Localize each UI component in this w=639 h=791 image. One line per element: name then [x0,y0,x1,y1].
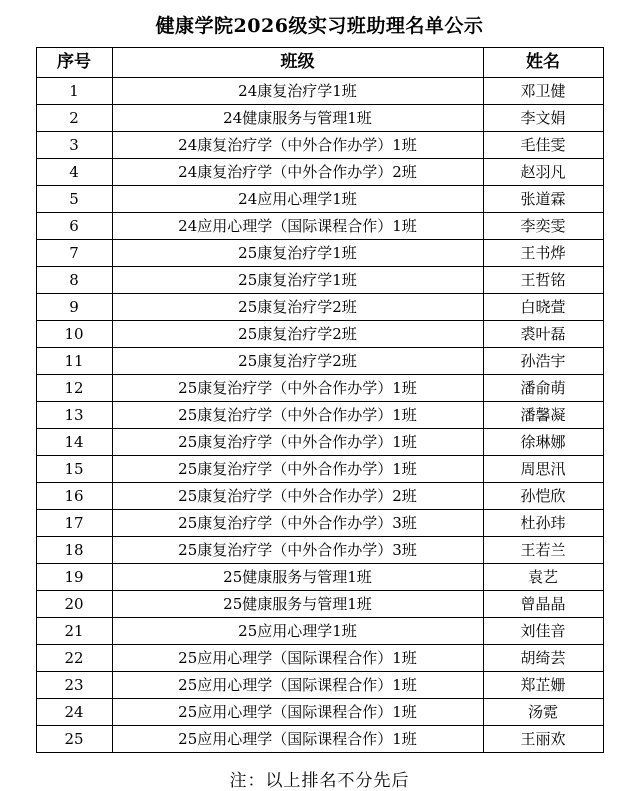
cell-class: 25应用心理学（国际课程合作）1班 [112,645,483,672]
table-row [36,591,603,618]
cell-name: 赵羽凡 [483,159,603,186]
table-row [36,672,603,699]
cell-class: 25健康服务与管理1班 [112,591,483,618]
cell-name: 徐琳娜 [483,429,603,456]
table-row [36,132,603,159]
cell-class: 24健康服务与管理1班 [112,105,483,132]
cell-name: 毛佳雯 [483,132,603,159]
cell-index: 12 [36,375,112,402]
cell-name: 郑芷姗 [483,672,603,699]
cell-index: 11 [36,348,112,375]
column-header-index: 序号 [36,48,112,78]
table-row [36,429,603,456]
table-row [36,618,603,645]
table-row [36,267,603,294]
cell-name: 邓卫健 [483,78,603,105]
cell-class: 25康复治疗学（中外合作办学）1班 [112,429,483,456]
table-row [36,213,603,240]
cell-class: 25康复治疗学（中外合作办学）3班 [112,510,483,537]
table-row [36,78,603,105]
cell-index: 17 [36,510,112,537]
table-row [36,726,603,753]
table-row [36,186,603,213]
cell-class: 25康复治疗学1班 [112,240,483,267]
cell-index: 2 [36,105,112,132]
cell-index: 4 [36,159,112,186]
footnote: 注：以上排名不分先后 [229,771,410,791]
cell-class: 24应用心理学1班 [112,186,483,213]
cell-name: 汤霓 [483,699,603,726]
cell-class: 25康复治疗学1班 [112,267,483,294]
cell-name: 潘馨凝 [483,402,603,429]
cell-name: 孙恺欣 [483,483,603,510]
cell-index: 20 [36,591,112,618]
cell-name: 张道霖 [483,186,603,213]
cell-index: 6 [36,213,112,240]
cell-name: 王哲铭 [483,267,603,294]
cell-index: 9 [36,294,112,321]
cell-index: 21 [36,618,112,645]
table-row [36,321,603,348]
table-row [36,105,603,132]
cell-index: 16 [36,483,112,510]
page-title: 健康学院2026级实习班助理名单公示 [155,15,484,37]
table-row [36,348,603,375]
cell-class: 25健康服务与管理1班 [112,564,483,591]
cell-name: 王丽欢 [483,726,603,753]
cell-class: 25康复治疗学2班 [112,321,483,348]
table-row [36,375,603,402]
cell-class: 25应用心理学（国际课程合作）1班 [112,726,483,753]
cell-name: 杜孙玮 [483,510,603,537]
cell-class: 24康复治疗学1班 [112,78,483,105]
cell-index: 10 [36,321,112,348]
cell-index: 23 [36,672,112,699]
cell-index: 15 [36,456,112,483]
cell-index: 19 [36,564,112,591]
cell-name: 白晓萱 [483,294,603,321]
table-row [36,699,603,726]
cell-class: 25应用心理学（国际课程合作）1班 [112,699,483,726]
cell-class: 25康复治疗学（中外合作办学）1班 [112,456,483,483]
cell-class: 25康复治疗学（中外合作办学）2班 [112,483,483,510]
column-header-name: 姓名 [483,48,603,78]
cell-index: 18 [36,537,112,564]
column-header-class: 班级 [112,48,483,78]
table-row [36,483,603,510]
table-row [36,537,603,564]
cell-class: 25应用心理学1班 [112,618,483,645]
cell-name: 王若兰 [483,537,603,564]
table-row [36,456,603,483]
table-row [36,294,603,321]
cell-class: 24应用心理学（国际课程合作）1班 [112,213,483,240]
cell-name: 王书烨 [483,240,603,267]
table-row [36,159,603,186]
cell-name: 潘俞萌 [483,375,603,402]
cell-class: 25康复治疗学（中外合作办学）3班 [112,537,483,564]
cell-index: 14 [36,429,112,456]
cell-index: 1 [36,78,112,105]
cell-name: 曾晶晶 [483,591,603,618]
cell-class: 25康复治疗学2班 [112,348,483,375]
table-row [36,510,603,537]
cell-name: 裘叶磊 [483,321,603,348]
cell-name: 李文娟 [483,105,603,132]
table-row [36,240,603,267]
table-row [36,402,603,429]
cell-class: 24康复治疗学（中外合作办学）1班 [112,132,483,159]
cell-name: 周思汛 [483,456,603,483]
cell-index: 25 [36,726,112,753]
cell-name: 袁艺 [483,564,603,591]
cell-index: 8 [36,267,112,294]
table-body [36,78,603,753]
cell-name: 刘佳音 [483,618,603,645]
table-row [36,645,603,672]
cell-class: 25康复治疗学2班 [112,294,483,321]
table-header [36,48,603,78]
cell-class: 25康复治疗学（中外合作办学）1班 [112,402,483,429]
cell-index: 3 [36,132,112,159]
cell-name: 孙浩宇 [483,348,603,375]
table-row [36,564,603,591]
cell-index: 5 [36,186,112,213]
cell-class: 25应用心理学（国际课程合作）1班 [112,672,483,699]
cell-index: 13 [36,402,112,429]
cell-index: 7 [36,240,112,267]
cell-class: 25康复治疗学（中外合作办学）1班 [112,375,483,402]
table-header-row [36,48,603,78]
cell-class: 24康复治疗学（中外合作办学）2班 [112,159,483,186]
cell-name: 胡绮芸 [483,645,603,672]
cell-name: 李奕雯 [483,213,603,240]
roster-table [36,47,604,753]
cell-index: 22 [36,645,112,672]
cell-index: 24 [36,699,112,726]
